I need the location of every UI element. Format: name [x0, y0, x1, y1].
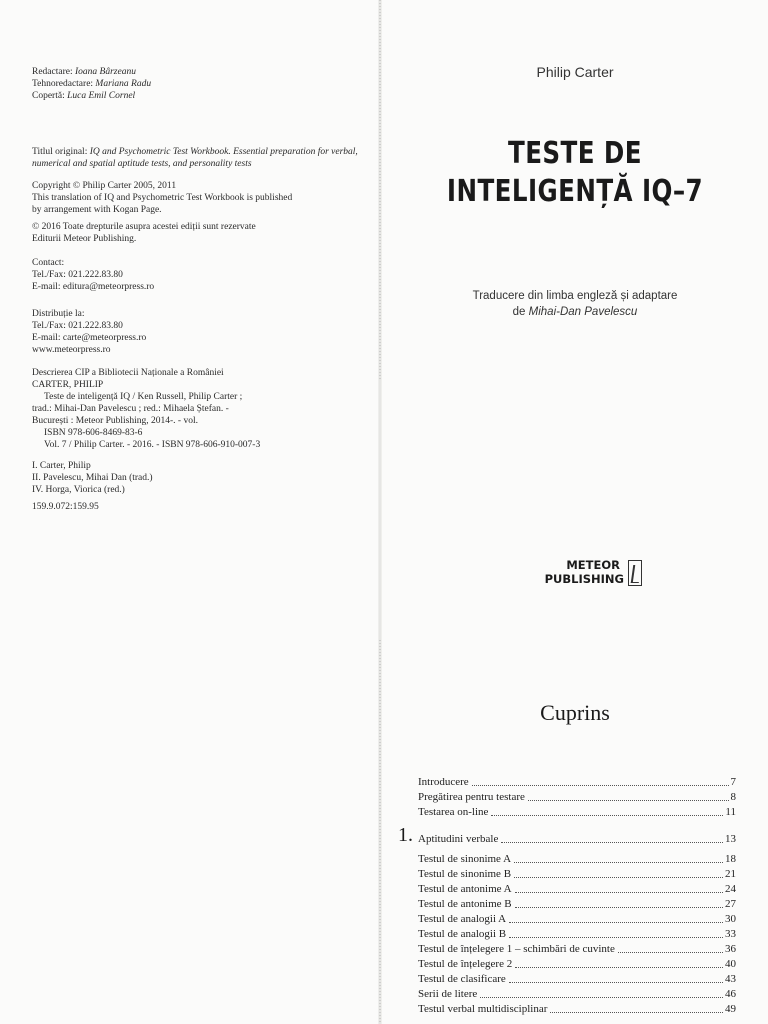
- cip-block: [32, 367, 372, 451]
- cip-line: Teste de inteligență IQ / Ken Russell, Philip Carter ;: [44, 392, 243, 402]
- classification-block: [32, 501, 372, 513]
- cip-line: trad.: Mihai-Dan Pavelescu ; red.: Mihaela Ștefan. -: [32, 404, 229, 414]
- cip-isbn: ISBN 978-606-8469-83-6: [44, 428, 143, 438]
- contact-line: Contact:: [32, 258, 65, 268]
- toc-entry: Serii de litere 46: [418, 988, 736, 1000]
- index-line: II. Pavelescu, Mihai Dan (trad.): [32, 473, 153, 483]
- distribution-email: E-mail: carte@meteorpress.ro: [32, 333, 147, 343]
- publisher-name: METEOR PUBLISHING: [544, 558, 624, 586]
- toc-entry: Testul de sinonime B 21: [418, 868, 736, 880]
- toc-entry: Testul de înțelegere 2 40: [418, 958, 736, 970]
- index-line: IV. Horga, Viorica (red.): [32, 485, 125, 495]
- toc-chapter-entry: 1. Aptitudini verbale 13: [398, 824, 736, 846]
- chapter-number: 1.: [398, 824, 413, 846]
- original-title-block: [32, 146, 367, 170]
- contents-heading: Cuprins: [540, 700, 610, 725]
- author-name: Philip Carter: [536, 64, 614, 80]
- copyright-line: by arrangement with Kogan Page.: [32, 205, 162, 215]
- cip-author: CARTER, PHILIP: [32, 380, 104, 390]
- toc-entry: Testul de clasificare 43: [418, 973, 736, 985]
- translator-line: de Mihai-Dan Pavelescu: [512, 306, 638, 318]
- rights-line: Editurii Meteor Publishing.: [32, 234, 137, 244]
- toc-entry: Testul de sinonime A 18: [418, 853, 736, 865]
- copyright-line: Copyright © Philip Carter 2005, 2011: [32, 181, 177, 191]
- toc-entry: Testul de analogii B 33: [418, 928, 736, 940]
- classification-code: 159.9.072:159.95: [32, 502, 99, 512]
- contents-page: [382, 620, 768, 1024]
- contact-line: Tel./Fax: 021.222.83.80: [32, 270, 123, 280]
- credits-block: [32, 66, 372, 102]
- cip-volume: Vol. 7 / Philip Carter. - 2016. - ISBN 978-606-910-007-3: [44, 440, 261, 450]
- translation-credit: [382, 288, 768, 320]
- credit-line: Redactare: Ioana Bârzeanu: [32, 67, 136, 77]
- title-page: [382, 0, 768, 620]
- distribution-line: Tel./Fax: 021.222.83.80: [32, 321, 123, 331]
- cip-line: București : Meteor Publishing, 2014-. - vol.: [32, 416, 198, 426]
- copyright-line: This translation of IQ and Psychometric Test Workbook is published: [32, 193, 293, 203]
- toc-entry: Testul verbal multidisciplinar 49: [418, 1003, 736, 1015]
- cip-header: Descrierea CIP a Bibliotecii Naționale a României: [32, 368, 224, 378]
- translator-name: Mihai-Dan Pavelescu: [528, 306, 638, 318]
- toc-entry: Testul de antonime A 24: [418, 883, 736, 895]
- contact-block: [32, 257, 372, 293]
- credit-line: Tehnoredactare: Mariana Radu: [32, 79, 152, 89]
- toc-entry: Testul de antonime B 27: [418, 898, 736, 910]
- publisher-logo: [544, 558, 648, 592]
- rights-block: [32, 221, 372, 245]
- distribution-line: Distribuție la:: [32, 309, 85, 319]
- copyright-block: [32, 180, 372, 216]
- toc-entry: Testul de înțelegere 1 – schimbări de cuvinte 36: [418, 943, 736, 955]
- toc-entry: Introducere 7: [418, 776, 736, 788]
- imprint-page: [0, 0, 380, 1024]
- rights-line: © 2016 Toate drepturile asupra acestei ediții sunt rezervate: [32, 222, 256, 232]
- toc-entry: Testarea on-line 11: [418, 806, 736, 818]
- index-line: I. Carter, Philip: [32, 461, 91, 471]
- original-title: IQ and Psychometric Test Workbook. Essential preparation for verbal, numerical and spatial aptitude tests, and personality tests: [32, 147, 358, 169]
- toc-entry: Testul de analogii A 30: [418, 913, 736, 925]
- contact-email: E-mail: editura@meteorpress.ro: [32, 282, 155, 292]
- book-title-line1: TESTE DE: [508, 136, 642, 171]
- index-block: [32, 460, 372, 496]
- credit-line: Copertă: Luca Emil Cornel: [32, 91, 136, 101]
- distribution-website: www.meteorpress.ro: [32, 345, 111, 355]
- meteor-logo-icon: [628, 560, 642, 586]
- original-title-label: Titlul original:: [32, 147, 88, 157]
- translation-line: Traducere din limba engleză și adaptare: [472, 290, 678, 302]
- distribution-block: [32, 308, 372, 356]
- toc-entry: Pregătirea pentru testare 8: [418, 791, 736, 803]
- book-title-line2: INTELIGENȚĂ IQ–7: [446, 174, 704, 209]
